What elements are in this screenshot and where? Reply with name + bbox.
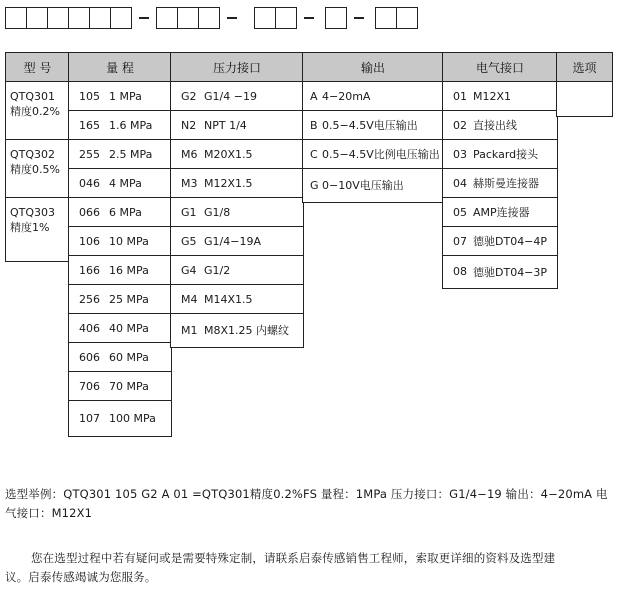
code-box bbox=[5, 7, 27, 29]
code-dash bbox=[227, 17, 237, 19]
code-box bbox=[89, 7, 111, 29]
connector-cell: 07 德驰DT04−4P bbox=[443, 227, 557, 256]
connector-cell: 08 德驰DT04−3P bbox=[453, 265, 548, 279]
header-range: 量 程 bbox=[68, 52, 172, 82]
range-cell: 406 40 MPa bbox=[69, 314, 171, 343]
code-box bbox=[177, 7, 199, 29]
code-box bbox=[325, 7, 347, 29]
output-cell: G 0−10V电压输出 bbox=[310, 178, 404, 192]
range-cell: 606 60 MPa bbox=[69, 343, 171, 372]
model-cell: QTQ301 精度0.2% bbox=[6, 82, 69, 140]
range-cell: 046 4 MPa bbox=[69, 169, 171, 198]
connector-cell: 04 赫斯曼连接器 bbox=[443, 169, 557, 198]
code-dash bbox=[139, 17, 149, 19]
pressure-port-cell: G4 G1/2 bbox=[171, 256, 303, 285]
connector-cell: 02 直接出线 bbox=[443, 111, 557, 140]
pressure-port-cell: M6 M20X1.5 bbox=[171, 140, 303, 169]
range-cell: 165 1.6 MPa bbox=[69, 111, 171, 140]
pressure-port-cell: M3 M12X1.5 bbox=[171, 169, 303, 198]
connector-cell: 05 AMP连接器 bbox=[443, 198, 557, 227]
contact-note: 您在选型过程中若有疑问或是需要特殊定制，请联系启泰传感销售工程师，索取更详细的资料及选型建 议。启泰传感竭诚为您服务。 bbox=[5, 551, 556, 584]
pressure-port-cell: M1 M8X1.25 内螺纹 bbox=[181, 323, 290, 337]
range-cell: 256 25 MPa bbox=[69, 285, 171, 314]
range-column bbox=[68, 82, 172, 437]
header-output: 输出 bbox=[302, 52, 444, 82]
range-cell: 105 1 MPa bbox=[69, 82, 171, 111]
pressure-port-cell: N2 NPT 1/4 bbox=[171, 111, 303, 140]
model-cell: QTQ303 精度1% bbox=[10, 206, 56, 234]
pressure-port-cell: G5 G1/4−19A bbox=[171, 227, 303, 256]
code-box bbox=[156, 7, 178, 29]
range-cell: 107 100 MPa bbox=[79, 411, 156, 425]
connector-cell: 03 Packard接头 bbox=[443, 140, 557, 169]
output-column bbox=[302, 82, 444, 203]
code-box bbox=[110, 7, 132, 29]
header-options: 选项 bbox=[556, 52, 613, 82]
code-box bbox=[68, 7, 90, 29]
connector-cell: 01 M12X1 bbox=[443, 82, 557, 111]
output-cell: A 4−20mA bbox=[303, 82, 443, 111]
output-cell: C 0.5−4.5V比例电压输出 bbox=[303, 140, 443, 169]
range-cell: 255 2.5 MPa bbox=[69, 140, 171, 169]
code-box bbox=[254, 7, 276, 29]
pressure-port-column bbox=[170, 82, 304, 348]
range-cell: 066 6 MPa bbox=[69, 198, 171, 227]
code-box bbox=[396, 7, 418, 29]
selection-example: 选型举例：QTQ301 105 G2 A 01 =QTQ301精度0.2%FS 量程：1MPa 压力接口：G1/4−19 输出：4−20mA 电 气接口：M12X1 bbox=[5, 487, 608, 520]
pressure-port-cell: G2 G1/4 −19 bbox=[171, 82, 303, 111]
range-cell: 106 10 MPa bbox=[69, 227, 171, 256]
header-model: 型 号 bbox=[5, 52, 70, 82]
code-box bbox=[47, 7, 69, 29]
code-dash bbox=[304, 17, 314, 19]
model-cell: QTQ302 精度0.5% bbox=[6, 140, 69, 198]
pressure-port-cell: G1 G1/8 bbox=[171, 198, 303, 227]
output-cell: B 0.5−4.5V电压输出 bbox=[303, 111, 443, 140]
code-dash bbox=[354, 17, 364, 19]
code-box bbox=[375, 7, 397, 29]
range-cell: 706 70 MPa bbox=[69, 372, 171, 401]
pressure-port-cell: M4 M14X1.5 bbox=[171, 285, 303, 314]
range-cell: 166 16 MPa bbox=[69, 256, 171, 285]
header-pressure-port: 压力接口 bbox=[170, 52, 304, 82]
code-box bbox=[198, 7, 220, 29]
connector-column bbox=[442, 82, 558, 289]
header-connector: 电气接口 bbox=[442, 52, 558, 82]
model-column bbox=[5, 82, 70, 262]
code-box bbox=[26, 7, 48, 29]
code-box bbox=[275, 7, 297, 29]
options-column bbox=[556, 82, 613, 117]
